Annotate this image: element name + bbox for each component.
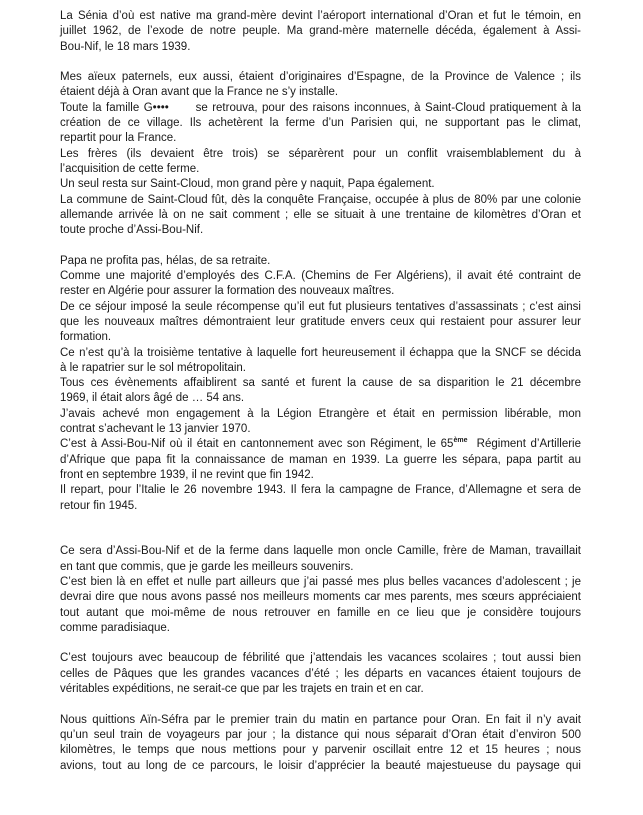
- text-line: C’est bien là en effet et nulle part ailleurs que j’ai passé mes plus belles vacances d’adolescent ; je: [60, 575, 581, 588]
- superscript-ordinal: ème: [453, 437, 468, 445]
- text-line: toute proche d’Assi-Bou-Nif.: [60, 224, 204, 237]
- paragraph-vacances: [60, 651, 581, 697]
- text-line: C’est toujours avec beaucoup de fébrilité que j’attendais les vacances scolaires ; tout aussi bien: [60, 652, 581, 665]
- text-line: kilomètres, le temps que nous mettions pour y parvenir oscillait entre 12 et 15 heures ; nous: [60, 744, 581, 757]
- text-line: Bou-Nif, le 18 mars 1939.: [60, 40, 191, 53]
- paragraph-papa-retraite: [60, 254, 581, 514]
- text-line: allemande arrivée là on ne sait comment ; elle se situait à une trentaine de kilomètres d’Oran et: [60, 208, 581, 221]
- text-line: Tous ces évènements affaiblirent sa santé et furent la cause de sa disparition le 21 décembre: [60, 377, 581, 390]
- text-line: Ce sera d’Assi-Bou-Nif et de la ferme dans laquelle mon oncle Camille, frère de Maman, travaillait: [60, 545, 581, 558]
- text-line: Un seul resta sur Saint-Cloud, mon grand père y naquit, Papa également.: [60, 178, 435, 191]
- text-segment: C’est à Assi-Bou-Nif où il était en cantonnement avec son Régiment, le 65: [60, 438, 454, 451]
- text-line: J’avais achevé mon engagement à la Légion Etrangère et était en permission libérable, mon: [60, 407, 581, 420]
- text-line: en tant que commis, que je garde les meilleurs souvenirs.: [60, 560, 354, 573]
- text-line: devrai dire que nous avons passé nos meilleurs moments car mes parents, mes sœurs appréciaient: [60, 591, 581, 604]
- text-line: front en septembre 1939, il ne revint que fin 1942.: [60, 468, 314, 481]
- text-line: 1969, il était alors âgé de … 54 ans.: [60, 392, 245, 405]
- text-line: La commune de Saint-Cloud fût, dès la conquête Française, occupée à plus de 80% par une colonie: [60, 193, 581, 206]
- text-line: que les nouveaux maîtres démontraient leur gratitude envers ceux qui restaient pour assurer leur: [60, 315, 581, 328]
- text-line: Nous quittions Aïn-Séfra par le premier train du matin en partance pour Oran. En fait il n’y avait: [60, 713, 581, 726]
- text-line: l’acquisition de cette ferme.: [60, 162, 200, 175]
- text-line: Les frères (ils devaient être trois) se séparèrent pour un conflit vraisemblablement du à: [60, 147, 581, 160]
- text-line: Il repart, pour l’Italie le 26 novembre 1943. Il fera la campagne de France, d’Allemagne et sera de: [60, 484, 581, 497]
- text-line: Comme une majorité d’employés des C.F.A. (Chemins de Fer Algériens), il avait été contraint de: [60, 270, 581, 283]
- text-line: tout autant que moi-même de nous retrouver en famille en ce lieu que je considère toujours: [60, 606, 581, 619]
- text-line: étaient déjà à Oran avant que la France ne s’y installe.: [60, 86, 339, 99]
- text-line: formation.: [60, 331, 112, 344]
- text-line: création de ce village. Ils achetèrent la ferme d’un Parisien qui, ne supportant pas le climat,: [60, 117, 581, 130]
- text-line: qu’un seul train de voyageurs par jour ; la distance qui nous séparait d’Oran était d’environ 500: [60, 728, 581, 741]
- paragraph-aieux-paternels: [60, 70, 581, 238]
- text-line: à le rapatrier sur le sol métropolitain.: [60, 361, 246, 374]
- text-line: juillet 1962, de l’exode de notre peuple. Ma grand-mère maternelle décéda, également à Assi-: [60, 25, 581, 38]
- text-line: Papa ne profita pas, hélas, de sa retraite.: [60, 254, 271, 267]
- text-line: Mes aïeux paternels, eux aussi, étaient d’originaires d’Espagne, de la Province de Valence ; ils: [60, 71, 581, 84]
- text-line: Toute la famille G•••• se retrouva, pour des raisons inconnues, à Saint-Cloud pratiquement à la: [60, 101, 581, 114]
- text-line: retour fin 1945.: [60, 499, 138, 512]
- text-line: comme paradisiaque.: [60, 621, 170, 634]
- text-line: rester en Algérie pour assurer la formation des nouveaux maîtres.: [60, 285, 395, 298]
- text-line-regiment: [60, 437, 581, 452]
- text-line: celles de Pâques que les grandes vacances d’été ; les départs en vacances étaient toujours de: [60, 667, 581, 680]
- text-line: De ce séjour imposé la seule récompense qu’il eut fut plusieurs tentatives d’assassinats ; c’est ainsi: [60, 300, 581, 313]
- text-line: repartit pour la France.: [60, 132, 177, 145]
- paragraph-la-senia: [60, 9, 581, 55]
- text-line: La Sénia d’où est native ma grand-mère devint l’aéroport international d’Oran et fut le témoin, en: [60, 10, 581, 22]
- text-line: d’Afrique que papa fit la connaissance de maman en 1939. La guerre les sépara, papa partit au: [60, 453, 581, 466]
- paragraph-assi-bou-nif: [60, 544, 581, 636]
- paragraph-ain-sefra: [60, 713, 581, 774]
- text-line: Ce n’est qu’à la troisième tentative à laquelle fort heureusement il échappa que la SNCF se décida: [60, 346, 581, 359]
- text-line: avions, tout au long de ce parcours, le loisir d’apprécier la beauté majestueuse du paysage qui: [60, 759, 581, 772]
- text-line: contrat s’achevant le 13 janvier 1970.: [60, 423, 251, 436]
- document-body: [60, 9, 581, 774]
- text-segment: Régiment d’Artillerie: [467, 438, 581, 451]
- text-line: véritables expéditions, ne serait-ce que par les trajets en train et en car.: [60, 683, 424, 696]
